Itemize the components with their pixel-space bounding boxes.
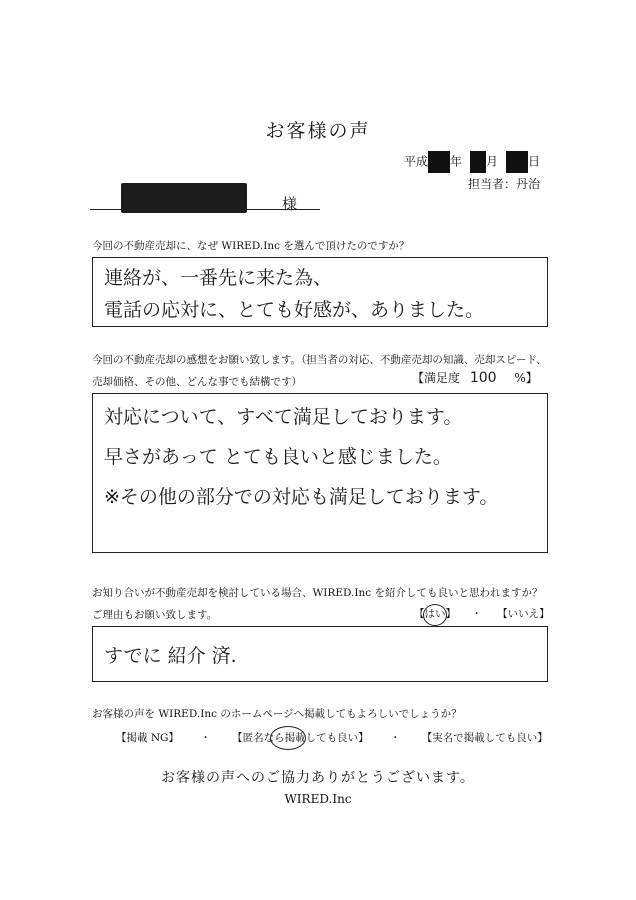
staff-name: 担当者：丹治: [468, 177, 541, 191]
q4-option-ng[interactable]: 【掲載 NG】: [116, 732, 179, 744]
q4-option-anonymous-label: 【匿名なら掲載しても良い】: [232, 732, 369, 744]
q4-question: お客様の声を WIRED.Inc のホームページへ掲載してもよろしいでしょうか？: [92, 708, 462, 720]
thanks-message: お客様の声へのご協力ありがとうございます。: [161, 770, 475, 786]
q3-separator: ・: [471, 608, 482, 620]
q1-answer-line-1: 連絡が、一番先に来た為、: [104, 267, 333, 289]
selection-circle: [423, 604, 447, 626]
q1-answer-line-2: 電話の応対に、とても好感が、ありました。: [104, 299, 485, 321]
q2-question-line-2: 売却価格、その他、どんな事でも結構です）: [92, 376, 302, 388]
date-day-label: 日: [528, 154, 541, 169]
q3-question-line-1: お知り合いが不動産売却を検討している場合、WIRED.Inc を紹介しても良いと思われますか？: [92, 587, 543, 599]
q4-options: [116, 730, 548, 745]
q2-answer-line-2: 早さがあって とても良いと感じました。: [104, 446, 452, 468]
date-line: [404, 151, 540, 173]
q4-option-anonymous[interactable]: [232, 732, 369, 744]
satisfaction-value: 100: [469, 370, 497, 386]
q4-option-realname[interactable]: 【実名で掲載しても良い】: [421, 732, 548, 744]
redacted-month: [470, 151, 486, 173]
satisfaction-label: 【満足度: [412, 371, 461, 385]
date-year-label: 年: [450, 154, 463, 169]
q4-separator-2: ・: [389, 732, 401, 744]
company-name: WIRED.Inc: [284, 792, 352, 806]
date-era: 平成: [404, 154, 429, 169]
satisfaction-unit: %】: [514, 371, 538, 385]
date-month-label: 月: [486, 154, 499, 169]
page-title: お客様の声: [265, 120, 371, 142]
q3-option-yes[interactable]: [414, 608, 456, 620]
q3-answer: すでに 紹介 済.: [104, 645, 237, 667]
q2-answer-line-1: 対応について、すべて満足しております。: [104, 406, 463, 428]
q3-option-yes-label: 【はい】: [414, 608, 456, 620]
satisfaction-field: [412, 369, 538, 386]
q3-options: [414, 606, 550, 621]
redacted-year: [428, 151, 450, 173]
q3-option-no[interactable]: 【いいえ】: [497, 608, 550, 620]
q3-question-line-2: ご理由もお願い致します。: [92, 609, 218, 621]
q1-question: 今回の不動産売却に、なぜ WIRED.Inc を選んで頂けたのですか？: [92, 240, 410, 252]
redacted-day: [506, 151, 528, 173]
q4-separator-1: ・: [200, 732, 211, 744]
q2-question-line-1: 今回の不動産売却の感想をお願い致します。（担当者の対応、不動産売却の知識、売却スピード、: [92, 354, 547, 366]
selection-circle: [270, 726, 306, 750]
q2-answer-line-3: ※その他の部分での対応も満足しております。: [104, 486, 499, 508]
customer-suffix: 様: [282, 195, 298, 213]
